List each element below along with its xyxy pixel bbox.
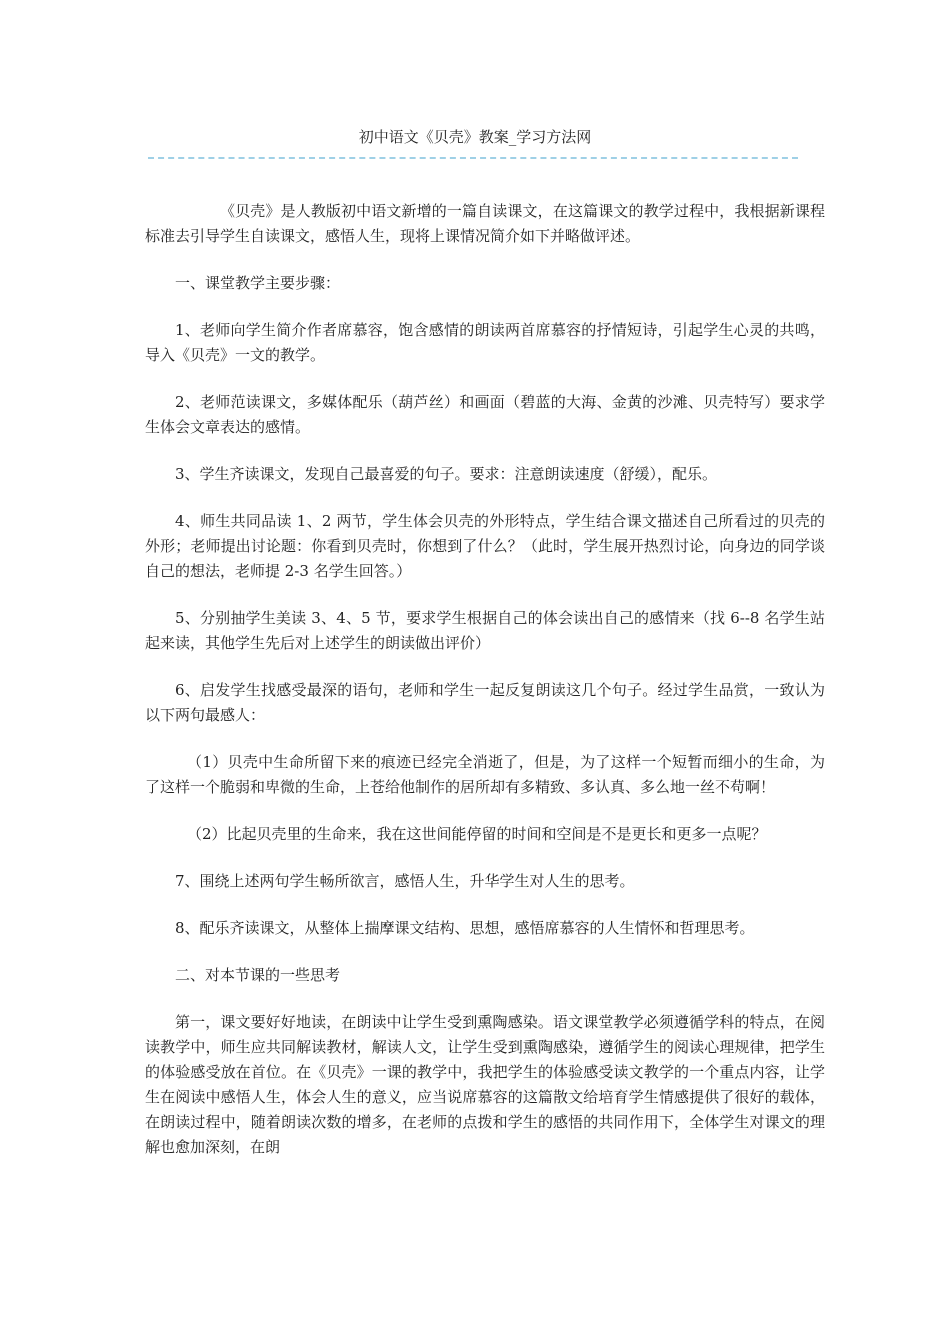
quote-1-paragraph: （1）贝壳中生命所留下来的痕迹已经完全消逝了，但是，为了这样一个短暂而细小的生命，为了这样一个脆弱和卑微的生命，上苍给他制作的居所却有多精致、多认真、多么地一丝不苟啊！ <box>145 753 825 796</box>
document-title: 初中语文《贝壳》教案_学习方法网 <box>358 128 592 146</box>
section-heading-steps: 一、课堂教学主要步骤： <box>175 274 341 292</box>
step-2-paragraph: 2、老师范读课文，多媒体配乐（葫芦丝）和画面（碧蓝的大海、金黄的沙滩、贝壳特写）要求学生体会文章表达的感情。 <box>145 393 825 436</box>
document-body <box>145 199 825 1182</box>
section-heading-reflections: 二、对本节课的一些思考 <box>175 966 341 984</box>
step-4-paragraph: 4、师生共同品读 1、2 两节，学生体会贝壳的外形特点，学生结合课文描述自己所看过的贝壳的外形；老师提出讨论题：你看到贝壳时，你想到了什么？（此时，学生展开热烈讨论，向身边的同学谈自己的想法，老师提 2-3 名学生回答。） <box>145 512 825 580</box>
intro-paragraph: 《贝壳》是人教版初中语文新增的一篇自读课文，在这篇课文的教学过程中，我根据新课程标准去引导学生自读课文，感悟人生，现将上课情况简介如下并略做评述。 <box>145 202 825 245</box>
title-divider <box>148 157 798 159</box>
step-5-paragraph: 5、分别抽学生美读 3、4、5 节，要求学生根据自己的体会读出自己的感情来（找 6--8 名学生站起来读，其他学生先后对上述学生的朗读做出评价） <box>145 609 825 652</box>
step-8-paragraph: 8、配乐齐读课文，从整体上揣摩课文结构、思想，感悟席慕容的人生情怀和哲理思考。 <box>175 919 755 937</box>
step-6-paragraph: 6、启发学生找感受最深的语句，老师和学生一起反复朗读这几个句子。经过学生品赏，一致认为以下两句最感人： <box>145 681 825 724</box>
step-3-paragraph: 3、学生齐读课文，发现自己最喜爱的句子。要求：注意朗读速度（舒缓），配乐。 <box>175 465 718 483</box>
quote-2-paragraph: （2）比起贝壳里的生命来，我在这世间能停留的时间和空间是不是更长和更多一点呢？ <box>187 825 767 843</box>
step-1-paragraph: 1、老师向学生简介作者席慕容，饱含感情的朗读两首席慕容的抒情短诗，引起学生心灵的共鸣，导入《贝壳》一文的教学。 <box>145 321 825 364</box>
step-7-paragraph: 7、围绕上述两句学生畅所欲言，感悟人生，升华学生对人生的思考。 <box>175 872 635 890</box>
reflection-1-paragraph: 第一，课文要好好地读，在朗读中让学生受到熏陶感染。语文课堂教学必须遵循学科的特点，在阅读教学中，师生应共同解读教材，解读人文，让学生受到熏陶感染，遵循学生的阅读心理规律，把学生的体验感受放在首位。在《贝壳》一课的教学中，我把学生的体验感受读文教学的一个重点内容，让学生在阅读中感悟人生，体会人生的意义，应当说席慕容的这篇散文给培育学生情感提供了很好的载体，在朗读过程中，随着朗读次数的增多，在老师的点拨和学生的感悟的共同作用下，全体学生对课文的理解也愈加深刻，在朗 <box>145 1013 825 1156</box>
